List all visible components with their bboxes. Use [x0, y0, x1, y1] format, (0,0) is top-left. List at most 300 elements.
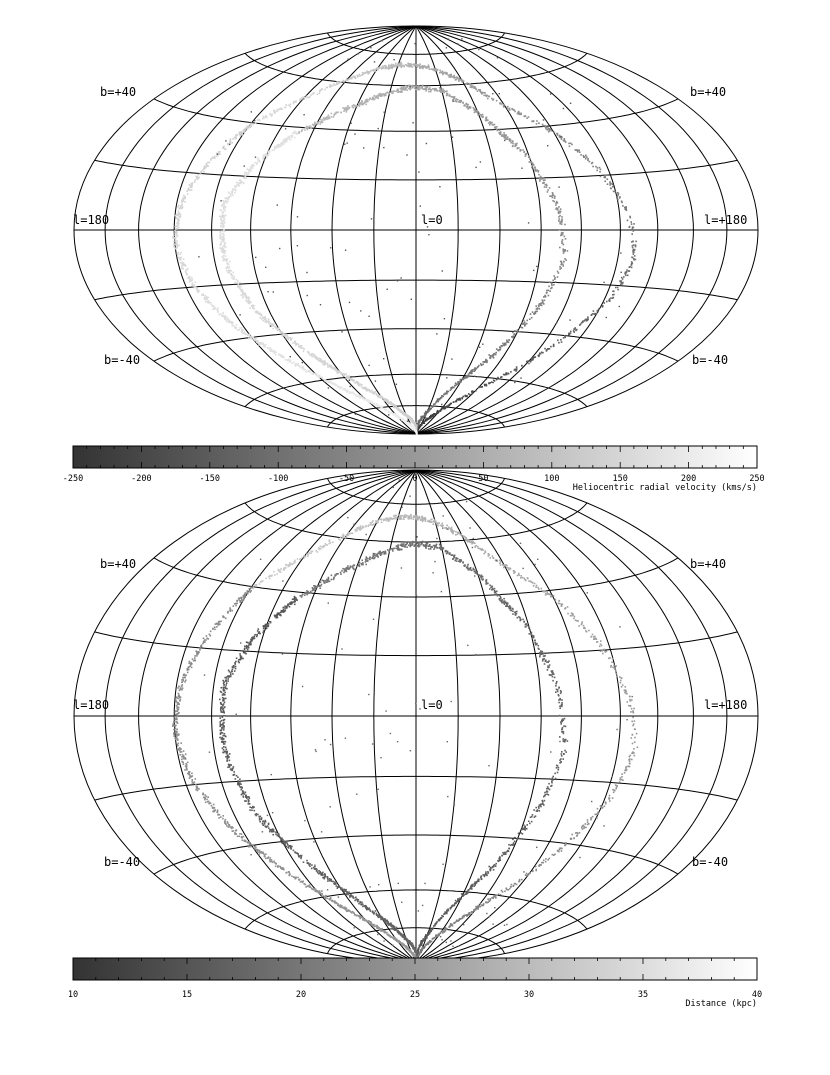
stream-point: [415, 425, 417, 427]
stream-point: [625, 207, 627, 209]
field-point: [620, 252, 621, 253]
stream-point: [484, 361, 486, 363]
stream-point: [374, 98, 376, 100]
stream-point: [563, 261, 565, 263]
stream-point: [291, 563, 293, 565]
stream-point: [233, 272, 235, 274]
stream-point: [241, 327, 243, 329]
stream-point: [530, 360, 532, 362]
stream-point: [359, 529, 361, 531]
stream-point: [265, 858, 267, 860]
stream-point: [273, 110, 275, 112]
stream-point: [197, 174, 199, 176]
stream-point: [216, 155, 218, 157]
stream-point: [386, 400, 388, 402]
stream-point: [592, 166, 594, 168]
stream-point: [567, 613, 569, 615]
stream-point: [358, 103, 360, 105]
stream-point: [506, 107, 508, 109]
stream-point: [421, 517, 423, 519]
colorbar-tick-label: -200: [131, 474, 152, 484]
stream-point: [278, 145, 280, 147]
stream-point: [379, 397, 381, 399]
stream-point: [366, 99, 368, 101]
stream-point: [197, 290, 199, 292]
stream-point: [626, 269, 628, 271]
stream-point: [541, 862, 543, 864]
stream-point: [265, 578, 267, 580]
stream-point: [441, 930, 443, 932]
stream-point: [429, 87, 431, 89]
stream-point: [455, 534, 457, 536]
colorbar-tick-label: -50: [338, 474, 355, 484]
stream-point: [341, 372, 343, 374]
stream-point: [629, 705, 631, 707]
field-point: [499, 93, 500, 94]
stream-point: [547, 191, 549, 193]
stream-point: [400, 409, 402, 411]
stream-point: [596, 817, 598, 819]
stream-point: [179, 216, 181, 218]
stream-point: [441, 91, 443, 93]
stream-point: [588, 823, 590, 825]
stream-point: [506, 567, 508, 569]
stream-point: [473, 909, 475, 911]
stream-point: [223, 146, 225, 148]
stream-point: [577, 833, 579, 835]
stream-point: [422, 88, 424, 90]
stream-point: [609, 657, 611, 659]
stream-point: [478, 905, 480, 907]
field-point: [558, 186, 559, 187]
field-point: [378, 128, 379, 129]
stream-point: [585, 630, 587, 632]
stream-point: [539, 308, 541, 310]
stream-point: [519, 880, 521, 882]
stream-point: [402, 419, 404, 421]
stream-point: [204, 299, 206, 301]
stream-point: [582, 321, 584, 323]
stream-point: [555, 281, 557, 283]
stream-point: [633, 253, 635, 255]
stream-point: [470, 85, 472, 87]
stream-point: [341, 387, 343, 389]
stream-point: [516, 369, 518, 371]
stream-point: [589, 161, 591, 163]
stream-point: [223, 252, 225, 254]
stream-point: [506, 341, 508, 343]
stream-point: [496, 100, 498, 102]
stream-point: [323, 117, 325, 119]
stream-point: [413, 518, 415, 520]
stream-point: [474, 112, 476, 114]
field-point: [475, 167, 476, 168]
stream-point: [502, 564, 504, 566]
field-point: [407, 421, 408, 422]
stream-point: [393, 414, 395, 416]
stream-point: [421, 418, 423, 420]
stream-point: [374, 403, 376, 405]
stream-point: [235, 190, 237, 192]
stream-point: [513, 572, 515, 574]
stream-point: [395, 63, 397, 65]
stream-point: [280, 107, 282, 109]
stream-point: [538, 355, 540, 357]
stream-point: [259, 119, 261, 121]
stream-point: [282, 332, 284, 334]
stream-point: [231, 273, 233, 275]
stream-point: [626, 271, 628, 273]
stream-point: [315, 357, 317, 359]
stream-point: [290, 106, 292, 108]
stream-point: [468, 913, 470, 915]
stream-point: [272, 328, 274, 330]
stream-point: [340, 112, 342, 114]
stream-point: [361, 386, 363, 388]
stream-point: [623, 276, 625, 278]
stream-point: [457, 77, 459, 79]
stream-point: [180, 262, 182, 264]
stream-point: [585, 827, 587, 829]
stream-point: [180, 252, 182, 254]
stream-point: [383, 408, 385, 410]
stream-point: [223, 229, 225, 231]
stream-point: [553, 284, 555, 286]
stream-point: [422, 521, 424, 523]
stream-point: [272, 351, 274, 353]
field-point: [360, 310, 361, 311]
stream-point: [478, 387, 480, 389]
stream-point: [319, 123, 321, 125]
stream-point: [240, 183, 242, 185]
stream-point: [385, 410, 387, 412]
field-point: [255, 157, 256, 158]
stream-point: [492, 356, 494, 358]
stream-point: [605, 651, 607, 653]
stream-point: [484, 550, 486, 552]
stream-point: [333, 116, 335, 118]
stream-point: [302, 129, 304, 131]
stream-point: [488, 383, 490, 385]
stream-point: [251, 123, 253, 125]
field-point: [412, 122, 413, 123]
stream-point: [511, 884, 513, 886]
stream-point: [634, 255, 636, 257]
stream-point: [505, 135, 507, 137]
field-point: [428, 234, 429, 235]
stream-point: [466, 376, 468, 378]
stream-point: [488, 900, 490, 902]
stream-point: [549, 130, 551, 132]
stream-point: [567, 250, 569, 252]
stream-point: [536, 585, 538, 587]
field-point: [285, 128, 286, 129]
stream-point: [326, 87, 328, 89]
stream-point: [441, 523, 443, 525]
stream-point: [254, 162, 256, 164]
stream-point: [558, 600, 560, 602]
stream-point: [242, 294, 244, 296]
stream-point: [235, 134, 237, 136]
stream-point: [544, 300, 546, 302]
stream-point: [207, 162, 209, 164]
stream-point: [182, 198, 184, 200]
stream-point: [387, 401, 389, 403]
stream-point: [448, 75, 450, 77]
stream-point: [470, 86, 472, 88]
stream-point: [458, 532, 460, 534]
field-point: [504, 140, 505, 141]
stream-point: [632, 710, 634, 712]
stream-point: [583, 627, 585, 629]
field-point: [497, 57, 498, 58]
stream-point: [625, 770, 627, 772]
stream-point: [280, 568, 282, 570]
stream-point: [598, 308, 600, 310]
stream-point: [381, 93, 383, 95]
field-point: [347, 142, 348, 143]
stream-point: [613, 792, 615, 794]
stream-point: [262, 343, 264, 345]
stream-point: [478, 111, 480, 113]
stream-point: [234, 185, 236, 187]
stream-point: [545, 861, 547, 863]
field-point: [521, 168, 522, 169]
stream-point: [321, 546, 323, 548]
stream-point: [228, 196, 230, 198]
stream-point: [328, 115, 330, 117]
sky-map-distance: [73, 470, 758, 962]
stream-point: [290, 359, 292, 361]
stream-point: [631, 759, 633, 761]
stream-point: [434, 937, 436, 939]
stream-point: [329, 84, 331, 86]
stream-point: [309, 552, 311, 554]
stream-point: [212, 157, 214, 159]
field-point: [436, 333, 437, 334]
stream-point: [263, 116, 265, 118]
stream-point: [245, 127, 247, 129]
stream-point: [389, 65, 391, 67]
stream-point: [362, 387, 364, 389]
stream-point: [223, 206, 225, 208]
field-point: [400, 277, 401, 278]
stream-point: [549, 348, 551, 350]
stream-point: [416, 85, 418, 87]
field-point: [328, 387, 329, 388]
stream-point: [543, 303, 545, 305]
stream-point: [446, 928, 448, 930]
stream-point: [255, 585, 257, 587]
stream-point: [321, 122, 323, 124]
stream-point: [369, 98, 371, 100]
stream-point: [274, 352, 276, 354]
stream-point: [187, 268, 189, 270]
stream-point: [407, 415, 409, 417]
colorbar-tick-label: 150: [612, 474, 628, 484]
stream-point: [238, 598, 240, 600]
stream-point: [338, 82, 340, 84]
stream-point: [418, 89, 420, 91]
stream-point: [524, 151, 526, 153]
stream-point: [186, 270, 188, 272]
stream-point: [564, 608, 566, 610]
stream-point: [554, 278, 556, 280]
stream-point: [612, 186, 614, 188]
field-point: [603, 282, 604, 283]
stream-point: [220, 243, 222, 245]
stream-point: [229, 193, 231, 195]
stream-point: [634, 737, 636, 739]
stream-point: [525, 115, 527, 117]
stream-point: [617, 195, 619, 197]
stream-point: [320, 548, 322, 550]
stream-point: [629, 266, 631, 268]
label-b-plus-40-right: b=+40: [690, 85, 727, 99]
stream-point: [365, 389, 367, 391]
stream-point: [446, 93, 448, 95]
stream-point: [304, 129, 306, 131]
stream-point: [574, 616, 576, 618]
stream-point: [481, 92, 483, 94]
stream-point: [533, 357, 535, 359]
stream-point: [355, 78, 357, 80]
stream-point: [571, 838, 573, 840]
stream-point: [514, 883, 516, 885]
stream-point: [609, 795, 611, 797]
stream-point: [239, 132, 241, 134]
stream-point: [438, 935, 440, 937]
stream-point: [318, 375, 320, 377]
stream-point: [336, 82, 338, 84]
stream-point: [269, 578, 271, 580]
stream-point: [362, 74, 364, 76]
stream-point: [524, 322, 526, 324]
stream-point: [400, 63, 402, 65]
stream-point: [305, 371, 307, 373]
stream-point: [582, 828, 584, 830]
stream-point: [503, 567, 505, 569]
stream-point: [323, 362, 325, 364]
stream-point: [338, 538, 340, 540]
field-point: [244, 165, 245, 166]
stream-point: [606, 301, 608, 303]
stream-point: [312, 124, 314, 126]
stream-point: [398, 517, 400, 519]
field-point: [388, 414, 389, 415]
stream-point: [489, 121, 491, 123]
stream-point: [338, 386, 340, 388]
stream-point: [176, 228, 178, 230]
stream-point: [334, 384, 336, 386]
stream-point: [251, 337, 253, 339]
stream-point: [541, 302, 543, 304]
stream-point: [531, 317, 533, 319]
stream-point: [457, 99, 459, 101]
stream-point: [268, 150, 270, 152]
stream-point: [291, 362, 293, 364]
stream-point: [400, 91, 402, 93]
stream-point: [600, 176, 602, 178]
stream-point: [179, 208, 181, 210]
stream-point: [339, 387, 341, 389]
stream-point: [220, 218, 222, 220]
field-point: [563, 108, 564, 109]
stream-point: [462, 535, 464, 537]
stream-point: [404, 415, 406, 417]
stream-point: [261, 318, 263, 320]
field-point: [410, 86, 411, 87]
field-point: [479, 347, 480, 348]
stream-point: [237, 329, 239, 331]
field-point: [414, 43, 415, 44]
field-point: [451, 358, 452, 359]
stream-point: [507, 138, 509, 140]
stream-point: [219, 153, 221, 155]
stream-point: [630, 700, 632, 702]
stream-point: [252, 167, 254, 169]
stream-point: [509, 888, 511, 890]
stream-point: [189, 277, 191, 279]
stream-point: [223, 204, 225, 206]
stream-point: [293, 103, 295, 105]
stream-point: [622, 278, 624, 280]
field-point: [486, 379, 487, 380]
stream-point: [412, 86, 414, 88]
stream-point: [290, 337, 292, 339]
stream-point: [481, 116, 483, 118]
stream-point: [557, 209, 559, 211]
stream-point: [509, 567, 511, 569]
stream-point: [532, 871, 534, 873]
stream-point: [225, 255, 227, 257]
stream-point: [292, 342, 294, 344]
stream-point: [625, 275, 627, 277]
stream-point: [477, 114, 479, 116]
stream-point: [468, 541, 470, 543]
stream-point: [332, 542, 334, 544]
stream-point: [629, 226, 631, 228]
stream-point: [183, 195, 185, 197]
stream-point: [538, 174, 540, 176]
stream-point: [310, 552, 312, 554]
stream-point: [507, 567, 509, 569]
stream-point: [405, 516, 407, 518]
stream-point: [462, 378, 464, 380]
stream-point: [632, 247, 634, 249]
stream-point: [281, 356, 283, 358]
stream-point: [520, 326, 522, 328]
stream-point: [382, 67, 384, 69]
stream-point: [195, 176, 197, 178]
stream-point: [276, 573, 278, 575]
stream-point: [246, 172, 248, 174]
stream-point: [243, 177, 245, 179]
stream-point: [228, 264, 230, 266]
stream-point: [481, 386, 483, 388]
stream-point: [562, 248, 564, 250]
colorbar-tick-label: 200: [680, 474, 697, 484]
stream-point: [548, 295, 550, 297]
stream-point: [559, 229, 561, 231]
stream-point: [425, 90, 427, 92]
stream-point: [458, 399, 460, 401]
stream-point: [416, 432, 418, 434]
stream-point: [592, 313, 594, 315]
stream-point: [344, 388, 346, 390]
field-point: [374, 61, 375, 62]
stream-point: [243, 292, 245, 294]
